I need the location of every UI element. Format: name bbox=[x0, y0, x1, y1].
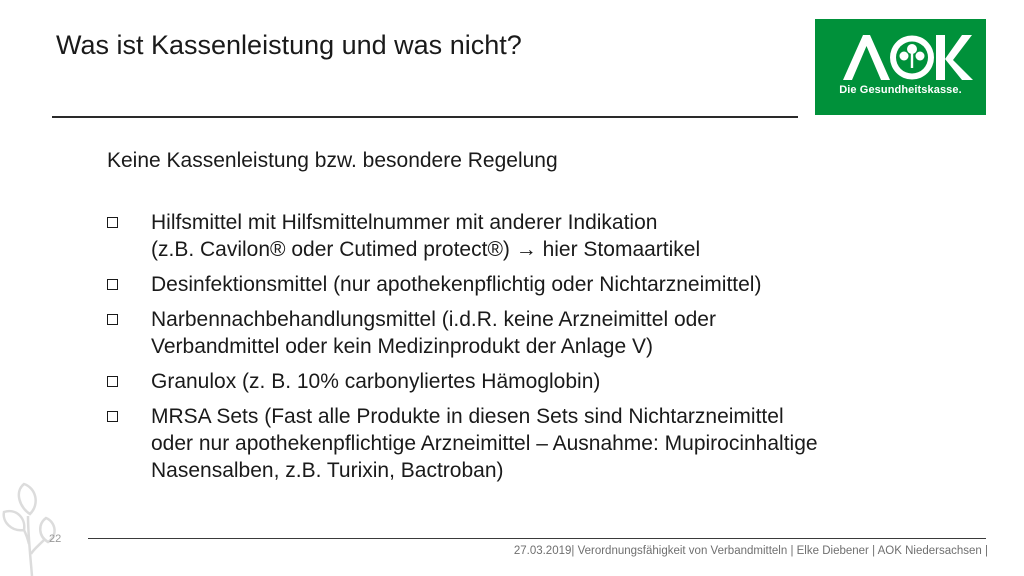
logo-tagline: Die Gesundheitskasse. bbox=[839, 84, 962, 96]
bullet-line: MRSA Sets (Fast alle Produkte in diesen Sets sind Nichtarzneimittel bbox=[151, 405, 784, 428]
hollow-square-icon bbox=[107, 314, 118, 325]
bullet-line: (z.B. Cavilon® oder Cutimed protect®) → hier Stomaartikel bbox=[151, 238, 701, 261]
aok-logo bbox=[815, 19, 986, 115]
bullet-line: oder nur apothekenpflichtige Arzneimittel – Ausnahme: Mupirocinhaltige bbox=[151, 432, 818, 455]
bullet-line: Hilfsmittel mit Hilfsmittelnummer mit anderer Indikation bbox=[151, 211, 658, 234]
hollow-square-icon bbox=[107, 376, 118, 387]
list-item bbox=[107, 271, 987, 298]
list-item bbox=[107, 306, 987, 360]
footer-divider bbox=[88, 538, 986, 539]
bullet-line: Desinfektionsmittel (nur apothekenpflichtig oder Nichtarzneimittel) bbox=[151, 273, 762, 296]
list-item bbox=[107, 368, 987, 395]
bullet-line: Narbennachbehandlungsmittel (i.d.R. keine Arzneimittel oder bbox=[151, 308, 716, 331]
leaf-outline-icon bbox=[0, 478, 60, 576]
bullet-line: Nasensalben, z.B. Turixin, Bactroban) bbox=[151, 459, 504, 482]
list-item bbox=[107, 403, 987, 484]
hollow-square-icon bbox=[107, 411, 118, 422]
list-item bbox=[107, 209, 987, 263]
aok-wordmark-icon bbox=[815, 19, 986, 115]
footer-text: 27.03.2019| Verordnungsfähigkeit von Verbandmitteln | Elke Diebener | AOK Niedersachsen | bbox=[513, 545, 988, 557]
page-number: 22 bbox=[49, 533, 62, 545]
hollow-square-icon bbox=[107, 279, 118, 290]
hollow-square-icon bbox=[107, 217, 118, 228]
bullet-list bbox=[107, 209, 987, 492]
slide-title: Was ist Kassenleistung und was nicht? bbox=[56, 30, 522, 60]
bullet-line: Verbandmittel oder kein Medizinprodukt der Anlage V) bbox=[151, 335, 653, 358]
subheading: Keine Kassenleistung bzw. besondere Regelung bbox=[107, 149, 558, 172]
title-divider bbox=[52, 116, 798, 118]
bullet-line: Granulox (z. B. 10% carbonyliertes Hämoglobin) bbox=[151, 370, 601, 393]
